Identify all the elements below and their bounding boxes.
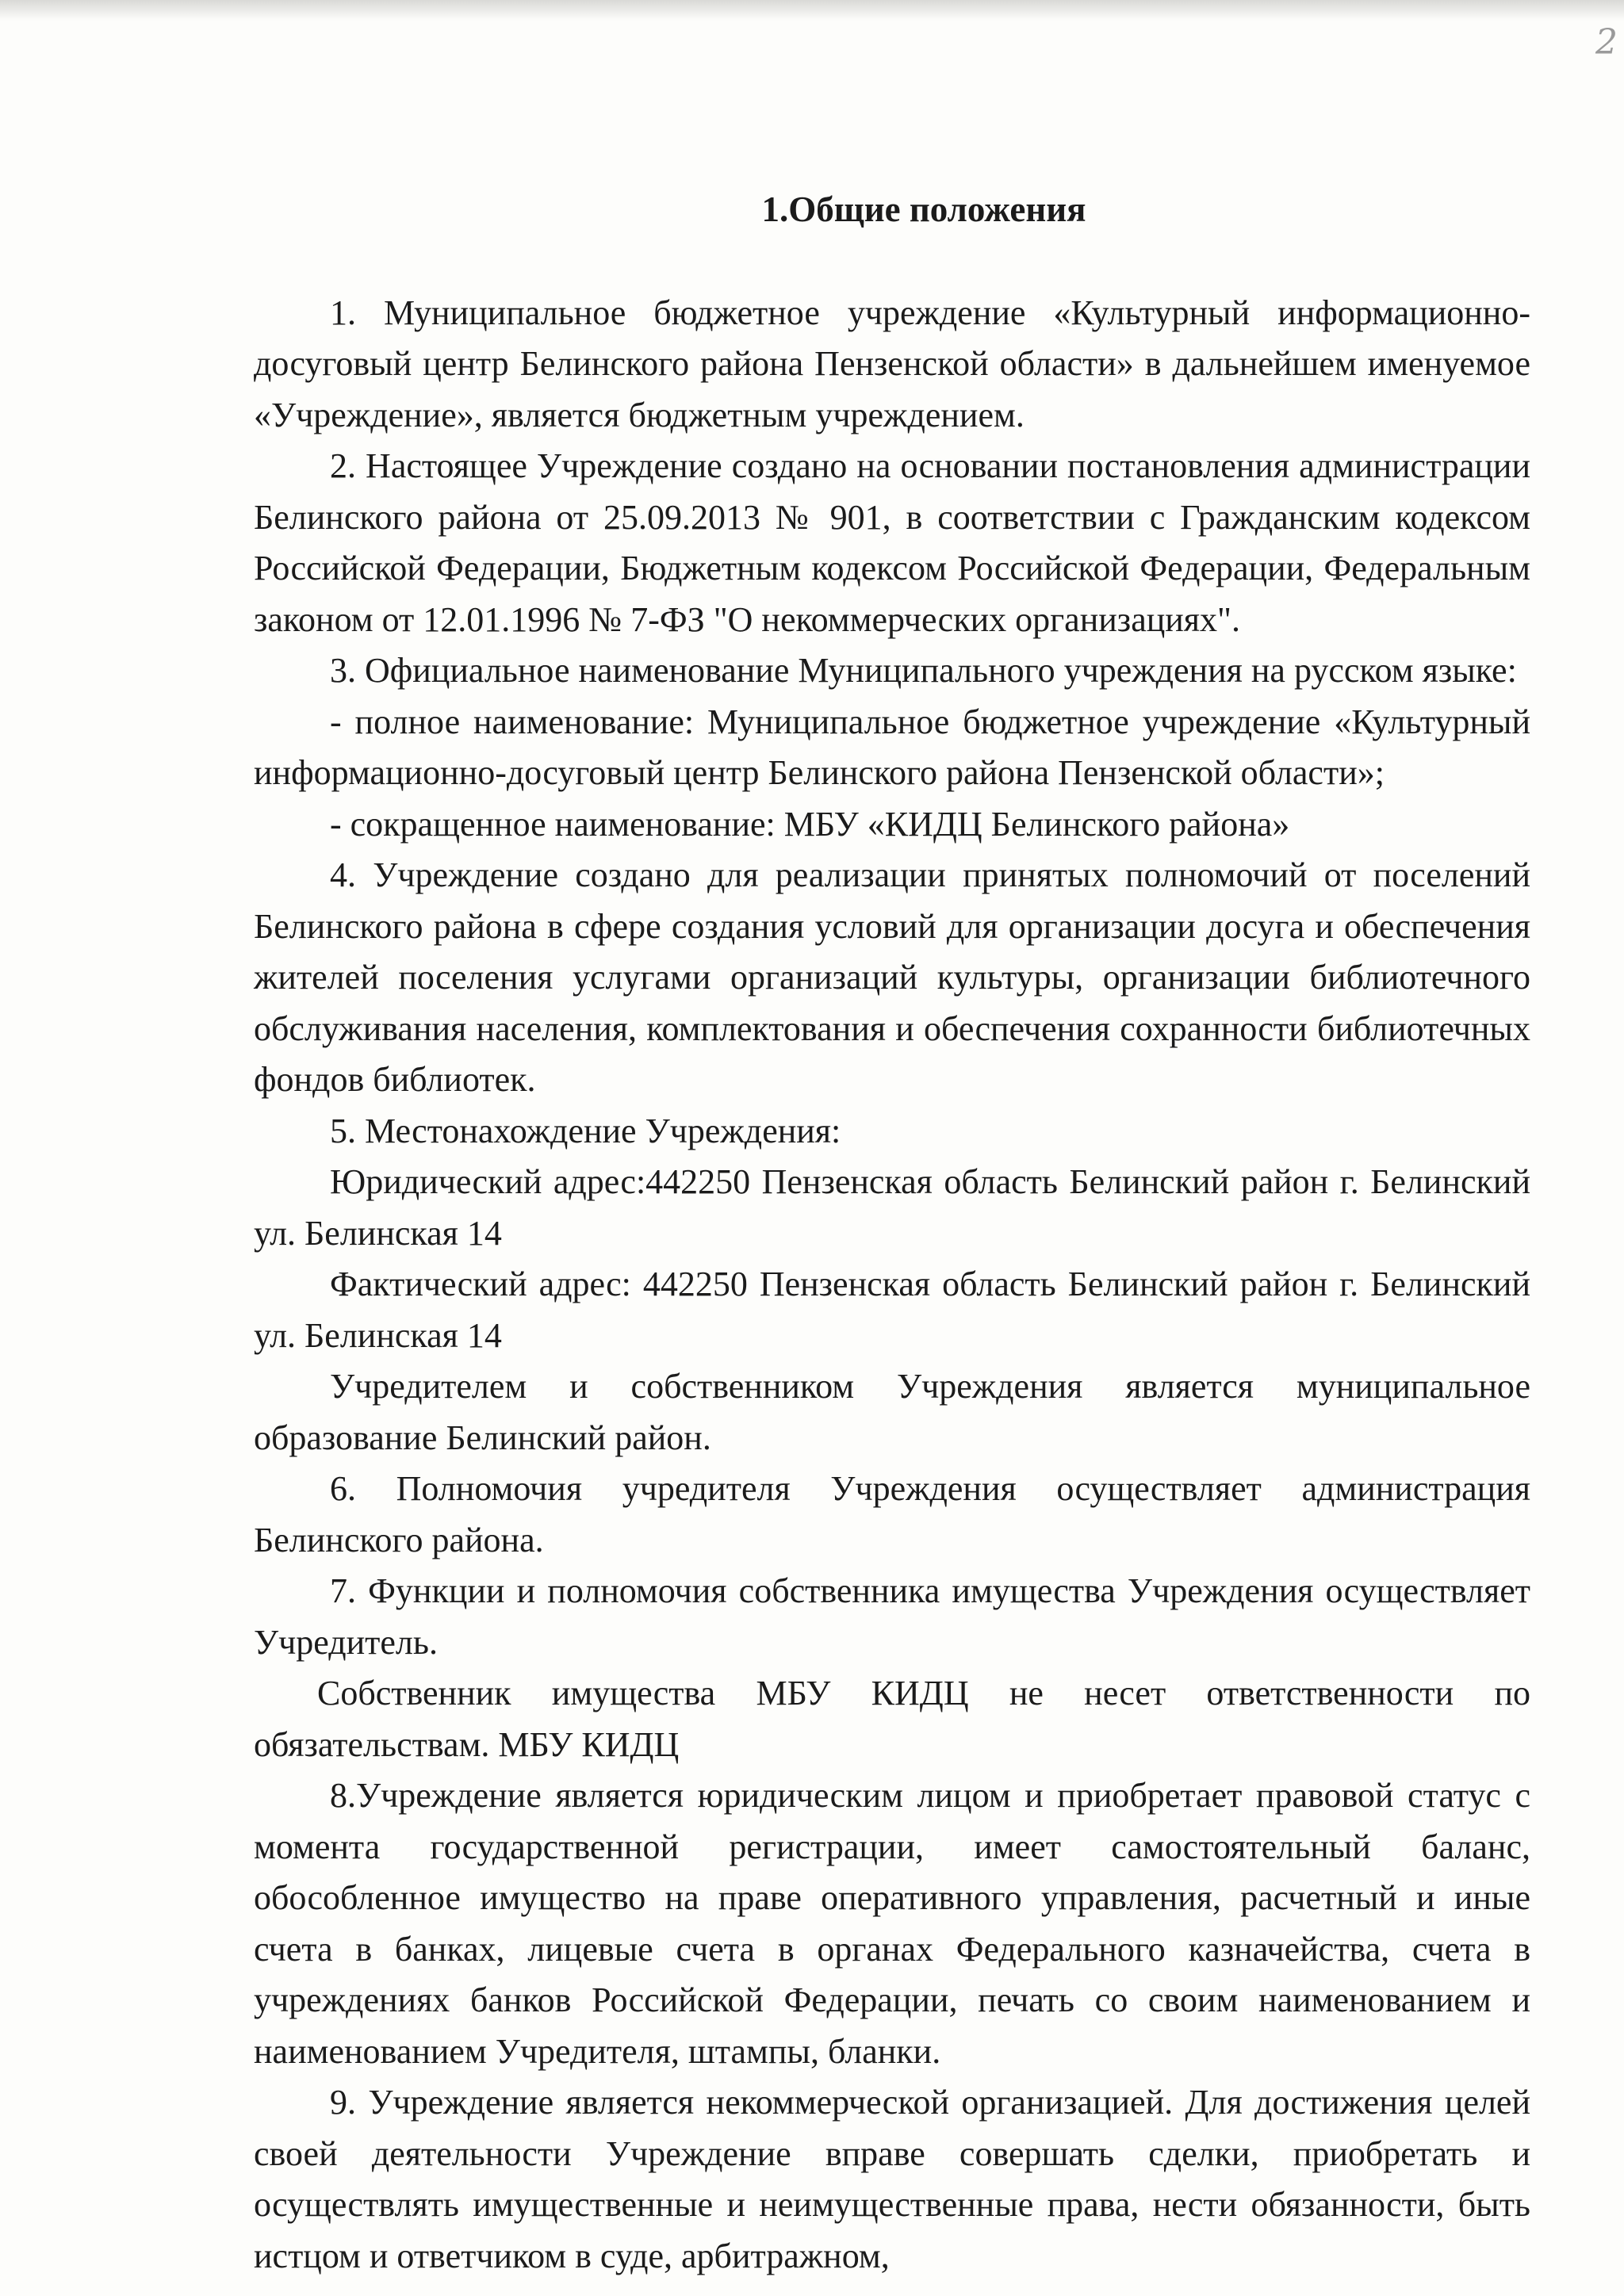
paragraph-legal-address: Юридический адрес:442250 Пензенская область Белинский район г. Белинский ул. Белинская 14 — [254, 1162, 1530, 1253]
document-body — [254, 184, 1530, 2282]
paragraph-full-name: - полное наименование: Муниципальное бюджетное учреждение «Культурный информационно-досуговый центр Белинского района Пензенской области»; — [254, 702, 1530, 792]
paragraph-actual-address: Фактический адрес: 442250 Пензенская область Белинский район г. Белинский ул. Белинская 14 — [254, 1265, 1530, 1355]
paragraph-4: 4. Учреждение создано для реализации принятых полномочий от поселений Белинского района в сфере создания условий для организации досуга и обеспечения жителей поселения услугами организаций культуры, организации библиотечного обслуживания населения, комплектования и обеспечения сохранности библиотечных фондов библиотек. — [254, 855, 1530, 1099]
paragraph-1: 1. Муниципальное бюджетное учреждение «Культурный информационно-досуговый центр Белинского района Пензенской области» в дальнейшем именуемое «Учреждение», является бюджетным учреждением. — [254, 293, 1530, 434]
paragraph-7: 7. Функции и полномочия собственника имущества Учреждения осуществляет Учредитель. — [254, 1571, 1530, 1662]
page-number-mark: 2 — [1595, 22, 1618, 63]
paragraph-owner: Собственник имущества МБУ КИДЦ не несет ответственности по обязательствам. МБУ КИДЦ — [254, 1674, 1530, 1764]
paragraph-3: 3. Официальное наименование Муниципального учреждения на русском языке: — [330, 651, 1517, 690]
paragraph-founder: Учредителем и собственником Учреждения является муниципальное образование Белинский район. — [254, 1367, 1530, 1457]
paragraph-8: 8.Учреждение является юридическим лицом и приобретает правовой статус с момента государственной регистрации, имеет самостоятельный баланс, обособленное имущество на праве оперативного управления, расчетный и иные счета в банках, лицевые счета в органах Федерального казначейства, счета в учреждениях банков Российской Федерации, печать со своим наименованием и наименованием Учредителя, штампы, бланки. — [254, 1776, 1530, 2071]
scan-edge-shadow — [0, 0, 1624, 21]
paragraph-2: 2. Настоящее Учреждение создано на основании постановления администрации Белинского района от 25.09.2013 № 901, в соответствии с Гражданским кодексом Российской Федерации, Бюджетным кодексом Российской Федерации, Федеральным законом от 12.01.1996 № 7-ФЗ "О некоммерческих организациях". — [254, 446, 1530, 639]
paragraph-5: 5. Местонахождение Учреждения: — [330, 1111, 841, 1150]
paragraph-9: 9. Учреждение является некоммерческой организацией. Для достижения целей своей деятельности Учреждение вправе совершать сделки, приобретать и осуществлять имущественные и неимущественные права, нести обязанности, быть истцом и ответчиком в суде, арбитражном, — [254, 2083, 1530, 2275]
paragraph-short-name: - сокращенное наименование: МБУ «КИДЦ Белинского района» — [330, 804, 1290, 844]
section-heading: 1.Общие положения — [761, 189, 1086, 229]
paragraph-6: 6. Полномочия учредителя Учреждения осуществляет администрация Белинского района. — [254, 1469, 1530, 1559]
